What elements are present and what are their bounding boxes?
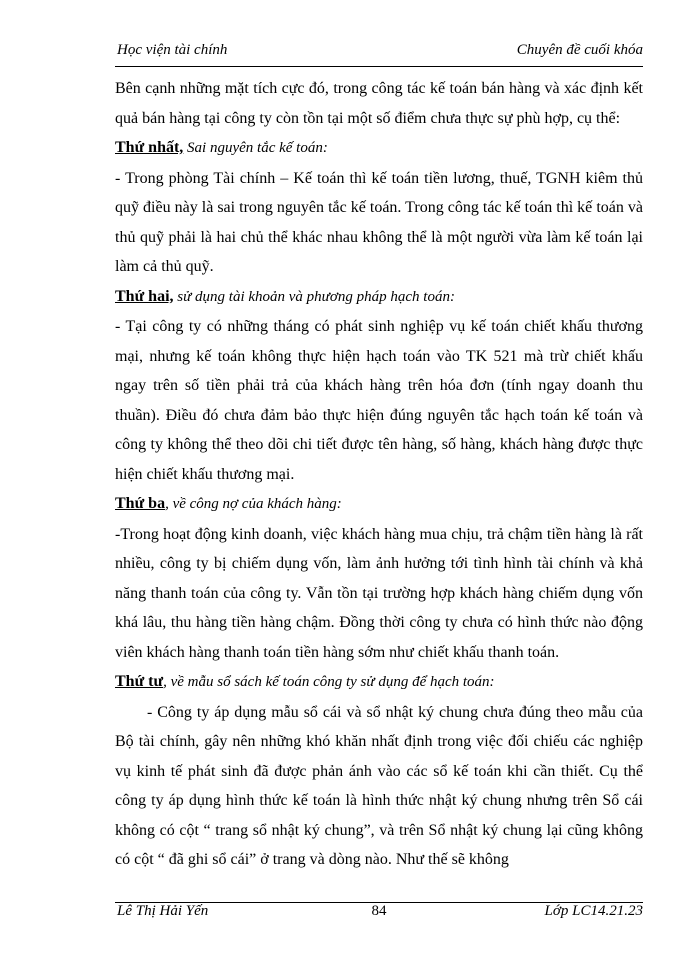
section-label: Thứ nhất,: [115, 139, 184, 156]
section-label: Thứ ba: [115, 495, 166, 512]
section-subtitle: , về mẫu sổ sách kế toán công ty sử dụng để hạch toán:: [163, 674, 495, 690]
header-document-type: Chuyên đề cuối khóa: [516, 42, 643, 58]
section-heading-4: [115, 667, 643, 698]
section-subtitle: Sai nguyên tắc kế toán:: [183, 140, 328, 156]
section-paragraph-4: - Công ty áp dụng mẫu sổ cái và sổ nhật ký chung chưa đúng theo mẫu của Bộ tài chính, gây nên những khó khăn nhất định trong việc đối chiếu các nghiệp vụ kinh tế phát sinh đã được phản ánh vào các sổ kế toán khi cần thiết. Cụ thể công ty áp dụng hình thức kế toán là hình thức nhật ký chung nhưng trên Sổ cái không có cột “ trang sổ nhật ký chung”, và trên Sổ nhật ký chung lại cũng không có cột “ đã ghi sổ cái” ở trang và dòng nào. Như thế sẽ không: [115, 703, 643, 868]
section-label: Thứ tư: [115, 673, 164, 690]
page-number: 84: [371, 903, 387, 919]
intro-paragraph: Bên cạnh những mặt tích cực đó, trong công tác kế toán bán hàng và xác định kết quả bán hàng tại công ty còn tồn tại một số điểm chưa thực sự phù hợp, cụ thể:: [115, 80, 643, 127]
footer-class: Lớp LC14.21.23: [544, 903, 643, 919]
section-subtitle: , về công nợ của khách hàng:: [165, 496, 342, 512]
section-heading-1: [115, 133, 643, 164]
page-footer: [115, 903, 643, 925]
section-heading-3: [115, 489, 643, 520]
document-body: [115, 74, 643, 875]
page-header: [115, 42, 643, 64]
section-paragraph-3: -Trong hoạt động kinh doanh, việc khách hàng mua chịu, trả chậm tiền hàng là rất nhiều, công ty bị chiếm dụng vốn, làm ảnh hưởng tới tình hình tài chính và khả năng thanh toán của công ty. Vẫn tồn tại trường hợp khách hàng chiếm dụng vốn khá lâu, thu hàng tiền hàng chậm. Đồng thời công ty chưa có hình thức nào động viên khách hàng thanh toán tiền hàng sớm như chiết khấu thanh toán.: [115, 525, 643, 661]
section-paragraph-1: - Trong phòng Tài chính – Kế toán thì kế toán tiền lương, thuế, TGNH kiêm thủ quỹ điều này là sai trong nguyên tắc kế toán. Trong công tác kế toán thì kế toán và thủ quỹ phải là hai chủ thể khác nhau không thể là một người vừa làm kế toán lại làm cả thủ quỹ.: [115, 169, 643, 275]
section-heading-2: [115, 282, 643, 313]
section-label: Thứ hai,: [115, 287, 174, 305]
header-divider: [115, 66, 643, 67]
section-subtitle: sử dụng tài khoản và phương pháp hạch toán:: [173, 288, 455, 305]
footer-author: Lê Thị Hải Yến: [117, 903, 209, 919]
header-institution: Học viện tài chính: [117, 42, 228, 58]
section-paragraph-2: - Tại công ty có những tháng có phát sinh nghiệp vụ kế toán chiết khấu thương mại, nhưng kế toán không thực hiện hạch toán vào TK 521 mà trừ chiết khấu ngay trên số tiền phải trả của khách hàng trên hóa đơn (tính ngay doanh thu thuần). Điều đó chưa đảm bảo thực hiện đúng nguyên tắc hạch toán kế toán và công ty không thể theo dõi chi tiết được tên hàng, số hàng, khách hàng được thực hiện chiết khấu thương mại.: [115, 318, 643, 483]
